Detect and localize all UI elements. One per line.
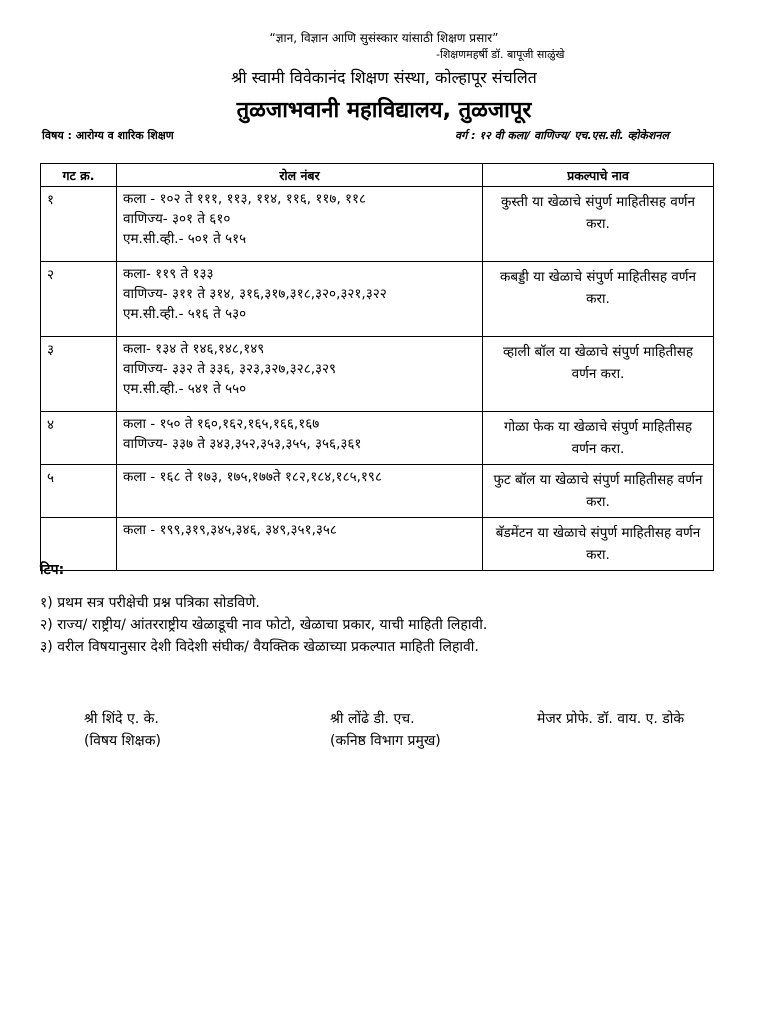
notes-list <box>40 592 487 658</box>
roll-line: कला - १६८ ते १७३, १७५,१७७ते १८२,१८४,१८५,१९८ <box>123 469 382 485</box>
gat-number: ३ <box>41 337 117 412</box>
gat-number: २ <box>41 262 117 337</box>
signature-title: (कनिष्ठ विभाग प्रमुख) <box>330 733 441 749</box>
roll-line: वाणिज्य- ३३२ ते ३३६, ३२३,३२७,३२८,३२९ <box>123 361 337 377</box>
signature-subject-teacher <box>84 708 161 752</box>
motto-author: -शिक्षणमहर्षी डॉ. बापूजी साळुंखे <box>436 48 565 61</box>
roll-numbers <box>117 337 483 412</box>
signature-title: (विषय शिक्षक) <box>84 733 161 749</box>
project-name: कुस्ती या खेळाचे संपुर्ण माहितीसह वर्णन करा. <box>483 187 714 262</box>
table-row <box>41 187 714 262</box>
header-gat: गट क्र. <box>41 164 117 187</box>
roll-numbers <box>117 262 483 337</box>
note-item: २) राज्य/ राष्ट्रीय/ आंतरराष्ट्रीय खेळाडूची नाव फोटो, खेळाचा प्रकार, याची माहिती लिहावी. <box>40 617 488 633</box>
project-name: व्हाली बॉल या खेळाचे संपुर्ण माहितीसह वर्णन करा. <box>483 337 714 412</box>
gat-number: ५ <box>41 465 117 518</box>
roll-line: कला- ११९ ते १३३ <box>123 266 214 282</box>
roll-line: वाणिज्य- ३०१ ते ६१० <box>123 211 231 227</box>
table-row <box>41 412 714 465</box>
motto: “ज्ञान, विज्ञान आणि सुसंस्कार यांसाठी शिक्षण प्रसार” <box>269 31 499 45</box>
roll-numbers <box>117 187 483 262</box>
table-row <box>41 262 714 337</box>
notes-heading: टिप: <box>40 562 65 578</box>
header-project: प्रकल्पाचे नाव <box>483 164 714 187</box>
signature-name: मेजर प्रोफे. डॉ. वाय. ए. डोके <box>537 711 685 727</box>
roll-line: कला - १९९,३१९,३४५,३४६, ३४९,३५१,३५८ <box>123 522 337 538</box>
table-row <box>41 465 714 518</box>
roll-line: एम.सी.व्ही.- ५४१ ते ५५० <box>123 381 247 397</box>
roll-line: एम.सी.व्ही.- ५१६ ते ५३० <box>123 306 247 322</box>
college-name: तुळजाभवानी महाविद्यालय, तुळजापूर <box>236 98 532 123</box>
roll-line: कला - १५० ते १६०,१६२,१६५,१६६,१६७ <box>123 416 320 432</box>
table-row <box>41 518 714 571</box>
header-roll: रोल नंबर <box>117 164 483 187</box>
roll-line: कला- १३४ ते १४६,१४८,१४९ <box>123 341 265 357</box>
gat-number: ४ <box>41 412 117 465</box>
project-name: गोळा फेक या खेळाचे संपुर्ण माहितीसह वर्णन करा. <box>483 412 714 465</box>
note-item: ३) वरील विषयानुसार देशी विदेशी संघीक/ वैयक्तिक खेळाच्या प्रकल्पात माहिती लिहावी. <box>40 639 479 655</box>
class-line: वर्ग : १२ वी कला/ वाणिज्य/ एच.एस.सी. व्होकेशनल <box>455 129 669 142</box>
roll-numbers <box>117 412 483 465</box>
roll-line: वाणिज्य- ३३७ ते ३४३,३५२,३५३,३५५, ३५६,३६१ <box>123 436 362 452</box>
roll-line: वाणिज्य- ३११ ते ३१४, ३१६,३१७,३१८,३२०,३२१,३२२ <box>123 286 387 302</box>
project-name: बॅडमेंटन या खेळाचे संपुर्ण माहितीसह वर्णन करा. <box>483 518 714 571</box>
roll-line: कला - १०२ ते १११, ११३, ११४, ११६, ११७, ११८ <box>123 191 367 207</box>
signature-name: श्री लोंढे डी. एच. <box>330 711 415 727</box>
roll-line: एम.सी.व्ही.- ५०१ ते ५१५ <box>123 231 247 247</box>
subject-line: विषय : आरोग्य व शारिक शिक्षण <box>42 129 174 142</box>
roll-numbers <box>117 518 483 571</box>
group-project-table <box>40 163 714 571</box>
gat-number: १ <box>41 187 117 262</box>
signature-principal <box>537 708 684 730</box>
signature-name: श्री शिंदे ए. के. <box>84 711 159 727</box>
project-name: कबड्डी या खेळाचे संपुर्ण माहितीसह वर्णन करा. <box>483 262 714 337</box>
table-row <box>41 337 714 412</box>
project-name: फुट बॉल या खेळाचे संपुर्ण माहितीसह वर्णन करा. <box>483 465 714 518</box>
sanstha-name: श्री स्वामी विवेकानंद शिक्षण संस्था, कोल्हापूर संचलित <box>231 68 537 87</box>
signature-department-head <box>330 708 441 752</box>
table-header-row <box>41 164 714 187</box>
roll-numbers <box>117 465 483 518</box>
note-item: १) प्रथम सत्र परीक्षेची प्रश्न पत्रिका सोडविणे. <box>40 595 260 611</box>
